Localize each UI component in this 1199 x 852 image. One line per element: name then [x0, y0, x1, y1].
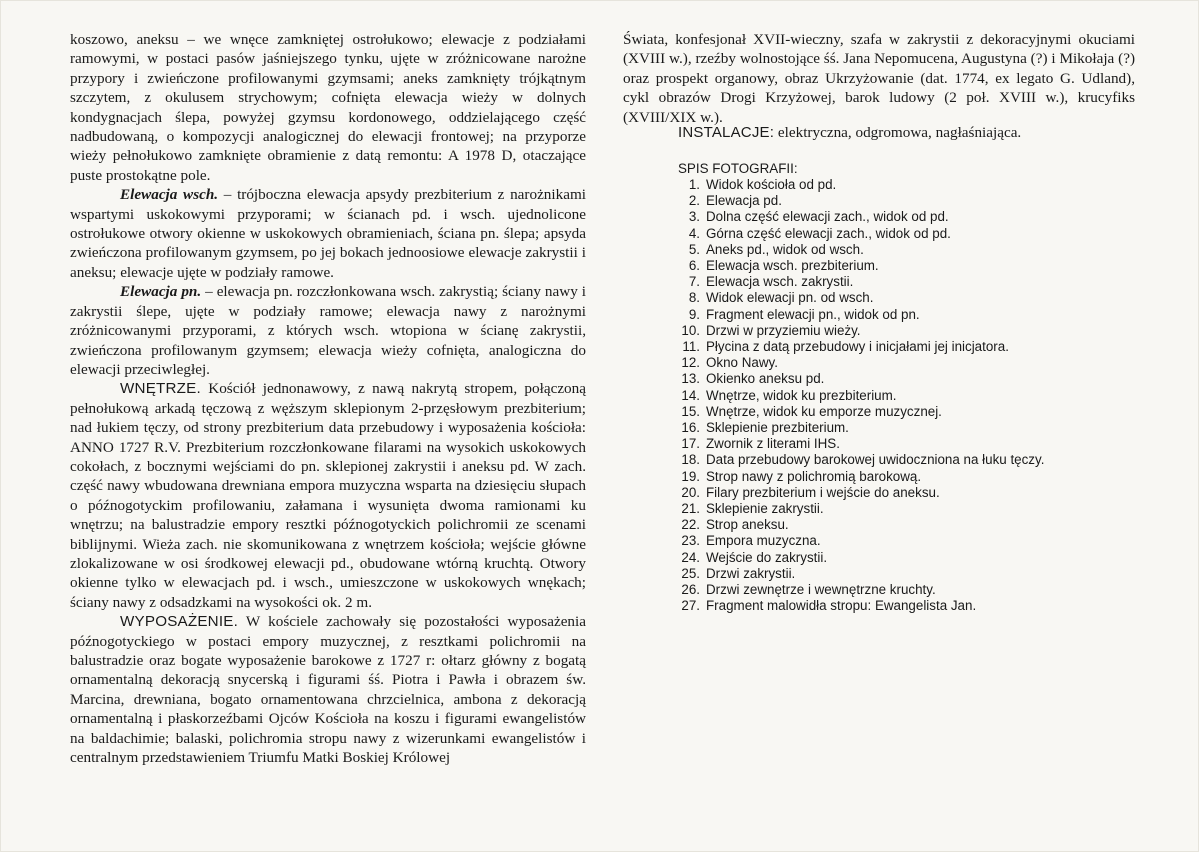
list-item [660, 388, 1130, 404]
list-item-number: 18. [681, 452, 700, 468]
list-item [660, 307, 1130, 323]
list-item-text: Okienko aneksu pd. [706, 371, 825, 387]
list-item-text: Empora muzyczna. [706, 533, 821, 549]
furnishings-heading: WYPOSAŻENIE. [120, 613, 239, 631]
photo-list [660, 177, 1130, 614]
list-item-number: 15. [681, 403, 700, 419]
list-item-number: 22. [681, 517, 700, 533]
list-item [660, 339, 1130, 355]
list-item [660, 323, 1130, 339]
list-item-text: Widok elewacji pn. od wsch. [706, 290, 874, 306]
list-item-text: Wnętrze, widok ku prezbiterium. [706, 387, 897, 403]
paragraph-furnishings [70, 612, 586, 767]
list-item [660, 517, 1130, 533]
list-item-number: 7. [688, 274, 700, 290]
list-item-number: 14. [681, 387, 700, 403]
list-item-text: Drzwi zewnętrze i wewnętrzne kruchty. [706, 582, 936, 598]
list-item [660, 209, 1130, 225]
list-item-text: Sklepienie zakrystii. [706, 501, 824, 517]
list-item-number: 12. [681, 355, 700, 371]
list-item-number: 1. [688, 177, 700, 192]
list-item-number: 3. [688, 209, 700, 225]
furnishings-text: W kościele zachowały się pozostałości wyposażenia późnogotyckiego w postaci empory muzycznej, z resztkami polichromii na balustradzie oraz bogate wyposażenie barokowe z 1727 r: ołtarz główny z bogatą ornamentalną dekoracją snycerską i figurami śś. Piotra i Pawła i obrazem św. Marcina, drewniana, bogato ornamentowana chrzcielnica, ambona z dekoracją ornamentalną i płaskorzeźbami Ojców Kościoła na koszu i figurami ewangelistów na baldachimie; balaski, polichromia stropu nawy z wizerunkami ewangelistów i centralnym przedstawieniem Triumfu Matki Boskiej Królowej [70, 613, 586, 767]
list-item [660, 436, 1130, 452]
list-item [660, 274, 1130, 290]
installations-text: elektryczna, odgromowa, nagłaśniająca. [774, 124, 1022, 141]
list-item-text: Fragment elewacji pn., widok od pn. [706, 306, 920, 322]
list-item-number: 17. [681, 436, 700, 452]
list-item-number: 21. [681, 501, 700, 517]
list-item [660, 226, 1130, 242]
list-item-number: 9. [688, 306, 700, 322]
installations-heading: INSTALACJE: [678, 124, 775, 141]
list-item-text: Sklepienie prezbiterium. [706, 420, 849, 436]
list-item-text: Strop aneksu. [706, 517, 789, 533]
list-item [660, 566, 1130, 582]
interior-heading: WNĘTRZE. [120, 380, 201, 398]
list-item [660, 598, 1130, 614]
list-item-text: Wnętrze, widok ku emporze muzycznej. [706, 403, 942, 419]
paragraph-interior [70, 379, 586, 612]
list-item-number: 23. [681, 533, 700, 549]
list-item-text: Elewacja wsch. zakrystii. [706, 274, 854, 290]
list-item [660, 404, 1130, 420]
list-item-text: Filary prezbiterium i wejście do aneksu. [706, 484, 940, 500]
list-item-number: 20. [681, 484, 700, 500]
list-item [660, 582, 1130, 598]
list-item [660, 501, 1130, 517]
list-item-text: Data przebudowy barokowej uwidoczniona na łuku tęczy. [706, 452, 1045, 468]
list-item-text: Dolna część elewacji zach., widok od pd. [706, 209, 949, 225]
list-item-number: 16. [681, 420, 700, 436]
list-item-text: Aneks pd., widok od wsch. [706, 241, 864, 257]
paragraph-north-elevation [70, 282, 586, 379]
list-item [660, 485, 1130, 501]
list-item-text: Płycina z datą przebudowy i inicjałami jej inicjatora. [706, 339, 1009, 355]
list-item [660, 290, 1130, 306]
list-item-number: 5. [688, 241, 700, 257]
list-item-number: 4. [688, 225, 700, 241]
left-text-column [70, 30, 586, 767]
list-item-text: Strop nawy z polichromią barokową. [706, 468, 922, 484]
list-item-number: 19. [681, 468, 700, 484]
list-item-number: 24. [681, 549, 700, 565]
list-item [660, 452, 1130, 468]
installations-line [678, 123, 1021, 142]
list-item-text: Elewacja wsch. prezbiterium. [706, 258, 879, 274]
list-item-text: Fragment malowidła stropu: Ewangelista Jan. [706, 598, 977, 614]
interior-text: Kościół jednonawowy, z nawą nakrytą stropem, połączoną pełnołukową arkadą tęczową z węższym sklepionym 2-przęsłowym prezbiterium; nad łukiem tęczy, od strony prezbiterium data przebudowy i wyposażenia kościoła: ANNO 1727 R.V. Prezbiterium rozczłonkowane filarami na wysokich uskokowych cokołach, z bocznymi wejściami do pn. sklepionej zakrystii i aneksu pd. W zach. część nawy wbudowana drewniana empora muzyczna wsparta na dziesięciu słupach o późnogotyckim profilowaniu, załamana i wysunięta dwoma ramionami ku wnętrzu; na balustradzie empory resztki późnogotyckich polichromii ze scenami biblijnymi. Wieża zach. nie skomunikowana z wnętrzem kościoła; wejście główne zlokalizowane w osi środkowej elewacji pd., obudowane wtórną kruchtą. Otwory okienne tylko w elewacjach pd. i wsch., umieszczone w uskokowych wnękach; ściany nawy z odsadzkami na wysokości ok. 2 m. [70, 380, 586, 611]
list-item [660, 469, 1130, 485]
paragraph-furnishings-continued: Świata, konfesjonał XVII-wieczny, szafa w zakrystii z dekoracyjnymi okuciami (XVIII w.), rzeźby wolnostojące śś. Jana Nepomucena, Augustyna (?) i Mikołaja (?) oraz prospekt organowy, obraz Ukrzyżowanie (dat. 1774, ex legato G. Udland), cykl obrazów Drogi Krzyżowej, barok ludowy (2 poł. XVIII w.), krucyfiks (XVIII/XIX w.). [623, 31, 1135, 126]
list-item-number: 26. [681, 582, 700, 598]
north-elevation-heading: Elewacja pn. [120, 283, 202, 301]
east-elevation-heading: Elewacja wsch. [120, 186, 219, 204]
list-item-number: 2. [688, 193, 700, 209]
east-elevation-text: – trójboczna elewacja apsydy prezbiterium z narożnikami wspartymi uskokowymi przyporami; w ścianach pd. i wsch. ujednolicone ostrołukowe otwory okienne w uskokowych obramieniach, ściana pn. ślepa; apsyda zwieńczona profilowanym gzymsem, po jej bokach jednoosiowe elewacje zakrystii i aneksu; elewacje ujęte w podziały ramowe. [70, 186, 586, 281]
list-item-text: Widok kościoła od pd. [706, 177, 837, 192]
paragraph-east-elevation [70, 185, 586, 282]
list-item [660, 193, 1130, 209]
list-item [660, 177, 1130, 193]
list-item-number: 6. [688, 258, 700, 274]
list-item-text: Elewacja pd. [706, 193, 782, 209]
list-item-text: Wejście do zakrystii. [706, 549, 828, 565]
paragraph-elevations: koszowo, aneksu – we wnęce zamkniętej ostrołukowo; elewacje z podziałami ramowymi, w postaci pasów jaśniejszego tynku, ujęte w zróżnicowane narożne przypory i zwieńczone profilowanymi gzymsami; aneks zamknięty trójkątnym szczytem, z okulusem strychowym; cofnięta elewacja wieży w dolnych kondygnacjach ślepa, powyżej gzymsu kordonowego, oddzielającego część nadbudowaną, o kompozycji analogicznej do elewacji frontowej; na przyporze wieży pełnołukowo zamknięte obramienie z datą remontu: A 1978 D, otaczające puste prostokątne pole. [70, 31, 586, 184]
list-item [660, 420, 1130, 436]
north-elevation-text: – elewacja pn. rozczłonkowana wsch. zakrystią; ściany nawy i zakrystii ślepe, ujęte w podziały ramowe; elewacja nawy z narożnymi zróżnicowanymi przyporami, z których wsch. wtopiona w ścianę zakrystii, zwieńczona profilowanym gzymsem; elewacja wieży cofnięta, analogiczna do elewacji przeciwległej. [70, 283, 586, 378]
list-item [660, 533, 1130, 549]
list-item-number: 10. [681, 322, 700, 338]
right-text-column [623, 30, 1135, 127]
list-item [660, 550, 1130, 566]
list-item-number: 8. [688, 290, 700, 306]
list-item [660, 242, 1130, 258]
list-item [660, 355, 1130, 371]
list-item [660, 258, 1130, 274]
list-item-number: 11. [682, 339, 700, 355]
list-item [660, 371, 1130, 387]
list-item-text: Drzwi zakrystii. [706, 565, 796, 581]
list-item-number: 27. [681, 598, 700, 614]
list-item-number: 25. [681, 565, 700, 581]
list-item-text: Drzwi w przyziemiu wieży. [706, 322, 861, 338]
list-item-text: Zwornik z literami IHS. [706, 436, 840, 452]
photo-list-title: SPIS FOTOGRAFII: [678, 161, 798, 176]
list-item-number: 13. [681, 371, 700, 387]
list-item-text: Górna część elewacji zach., widok od pd. [706, 225, 951, 241]
list-item-text: Okno Nawy. [706, 355, 778, 371]
